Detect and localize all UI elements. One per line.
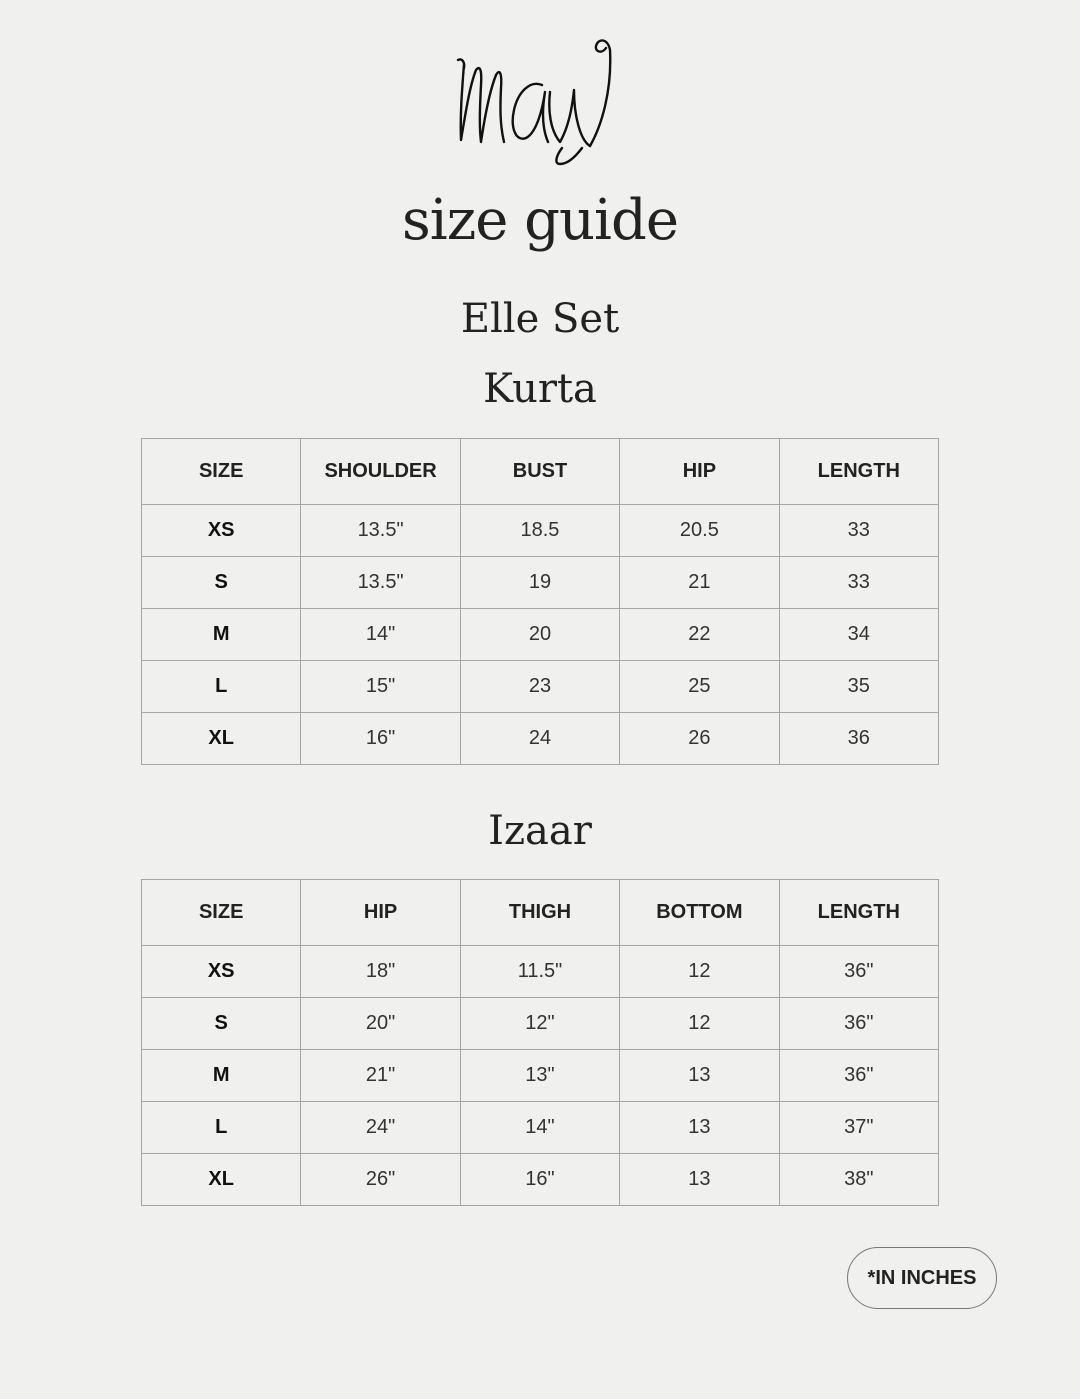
measurement-cell: 20 — [460, 609, 619, 661]
table-row — [142, 505, 939, 557]
measurement-cell: 11.5" — [460, 946, 619, 998]
size-cell: S — [142, 557, 301, 609]
measurement-cell: 22 — [620, 609, 779, 661]
measurement-cell: 12 — [620, 946, 779, 998]
measurement-cell: 24" — [301, 1102, 460, 1154]
measurement-cell: 26" — [301, 1154, 460, 1206]
unit-note-badge: *IN INCHES — [847, 1247, 997, 1309]
table-header-row — [142, 439, 939, 505]
table-header-row — [142, 880, 939, 946]
column-header: SIZE — [142, 880, 301, 946]
measurement-cell: 13 — [620, 1154, 779, 1206]
measurement-cell: 34 — [779, 609, 938, 661]
kurta-size-table — [141, 438, 939, 765]
izaar-size-table — [141, 879, 939, 1206]
measurement-cell: 14" — [460, 1102, 619, 1154]
measurement-cell: 26 — [620, 713, 779, 765]
column-header: BOTTOM — [620, 880, 779, 946]
measurement-cell: 13 — [620, 1050, 779, 1102]
column-header: THIGH — [460, 880, 619, 946]
measurement-cell: 20.5 — [620, 505, 779, 557]
measurement-cell: 38" — [779, 1154, 938, 1206]
measurement-cell: 36" — [779, 1050, 938, 1102]
measurement-cell: 23 — [460, 661, 619, 713]
measurement-cell: 37" — [779, 1102, 938, 1154]
table-row — [142, 946, 939, 998]
measurement-cell: 13" — [460, 1050, 619, 1102]
size-cell: XL — [142, 713, 301, 765]
table-row — [142, 609, 939, 661]
izaar-heading: Izaar — [488, 808, 592, 854]
measurement-cell: 18" — [301, 946, 460, 998]
kurta-heading: Kurta — [483, 366, 597, 412]
column-header: LENGTH — [779, 880, 938, 946]
measurement-cell: 21 — [620, 557, 779, 609]
measurement-cell: 12" — [460, 998, 619, 1050]
measurement-cell: 20" — [301, 998, 460, 1050]
measurement-cell: 16" — [301, 713, 460, 765]
measurement-cell: 12 — [620, 998, 779, 1050]
table-row — [142, 557, 939, 609]
table-row — [142, 661, 939, 713]
measurement-cell: 16" — [460, 1154, 619, 1206]
column-header: SHOULDER — [301, 439, 460, 505]
measurement-cell: 25 — [620, 661, 779, 713]
measurement-cell: 18.5 — [460, 505, 619, 557]
size-cell: M — [142, 1050, 301, 1102]
table-row — [142, 1050, 939, 1102]
measurement-cell: 13.5" — [301, 505, 460, 557]
column-header: HIP — [620, 439, 779, 505]
table-row — [142, 998, 939, 1050]
size-cell: L — [142, 1102, 301, 1154]
measurement-cell: 36 — [779, 713, 938, 765]
table-row — [142, 713, 939, 765]
size-cell: XS — [142, 946, 301, 998]
table-row — [142, 1102, 939, 1154]
measurement-cell: 14" — [301, 609, 460, 661]
column-header: SIZE — [142, 439, 301, 505]
measurement-cell: 33 — [779, 557, 938, 609]
measurement-cell: 24 — [460, 713, 619, 765]
column-header: HIP — [301, 880, 460, 946]
measurement-cell: 15" — [301, 661, 460, 713]
measurement-cell: 13.5" — [301, 557, 460, 609]
table-row — [142, 1154, 939, 1206]
size-cell: M — [142, 609, 301, 661]
size-cell: XS — [142, 505, 301, 557]
size-cell: S — [142, 998, 301, 1050]
page-title: size guide — [402, 188, 678, 253]
product-name: Elle Set — [460, 296, 620, 342]
measurement-cell: 19 — [460, 557, 619, 609]
size-cell: XL — [142, 1154, 301, 1206]
measurement-cell: 33 — [779, 505, 938, 557]
measurement-cell: 35 — [779, 661, 938, 713]
measurement-cell: 36" — [779, 946, 938, 998]
measurement-cell: 21" — [301, 1050, 460, 1102]
size-cell: L — [142, 661, 301, 713]
column-header: LENGTH — [779, 439, 938, 505]
measurement-cell: 13 — [620, 1102, 779, 1154]
measurement-cell: 36" — [779, 998, 938, 1050]
brand-logo — [450, 30, 620, 170]
column-header: BUST — [460, 439, 619, 505]
